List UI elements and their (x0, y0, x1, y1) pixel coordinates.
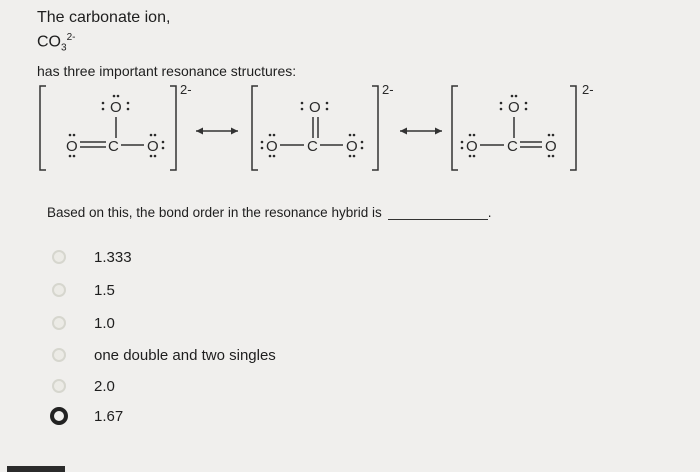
ion-formula (37, 32, 75, 54)
option-label: 2.0 (94, 377, 115, 395)
right-bracket (570, 86, 576, 170)
left-bracket (452, 86, 458, 170)
resonance-structure-1 (40, 82, 192, 170)
oxygen-top: O (309, 99, 321, 116)
charge-label: 2- (180, 82, 192, 97)
radio-button[interactable] (52, 379, 66, 393)
oxygen-left: O (266, 138, 278, 155)
question-subtitle: has three important resonance structures: (37, 63, 297, 79)
question-prompt (47, 205, 491, 220)
question-title: The carbonate ion, (37, 9, 171, 26)
radio-button[interactable] (52, 283, 66, 297)
left-bracket (252, 86, 258, 170)
option-5[interactable] (52, 375, 115, 397)
right-bracket (170, 86, 176, 170)
resonance-structure-2 (252, 82, 394, 170)
radio-button[interactable] (52, 316, 66, 330)
option-2[interactable] (52, 279, 115, 301)
option-1[interactable] (52, 246, 132, 268)
radio-button[interactable] (52, 250, 66, 264)
prompt-text: Based on this, the bond order in the resonance hybrid is (47, 205, 382, 220)
oxygen-right: O (346, 138, 358, 155)
carbon: C (507, 138, 518, 155)
bottom-bar (7, 466, 65, 472)
resonance-structures (30, 78, 610, 178)
left-bracket (40, 86, 46, 170)
oxygen-right: O (545, 138, 557, 155)
oxygen-top: O (110, 99, 122, 116)
oxygen-left: O (66, 138, 78, 155)
radio-button-selected[interactable] (50, 407, 68, 425)
formula-base: CO (37, 33, 61, 51)
option-label: 1.333 (94, 248, 132, 266)
answer-blank (388, 207, 488, 220)
radio-button[interactable] (52, 348, 66, 362)
option-6[interactable] (52, 405, 124, 427)
option-label: 1.5 (94, 281, 115, 299)
carbon: C (108, 138, 119, 155)
oxygen-top: O (508, 99, 520, 116)
option-label: one double and two singles (94, 346, 276, 364)
resonance-structure-3 (452, 82, 594, 170)
formula-superscript: 2- (66, 32, 76, 43)
oxygen-left: O (466, 138, 478, 155)
charge-label: 2- (582, 82, 594, 97)
oxygen-right: O (147, 138, 159, 155)
right-bracket (372, 86, 378, 170)
carbon: C (307, 138, 318, 155)
option-label: 1.67 (94, 407, 124, 425)
option-4[interactable] (52, 344, 276, 366)
option-3[interactable] (52, 312, 115, 334)
formula-subscript: 3 (61, 42, 67, 54)
prompt-end: . (487, 205, 492, 220)
option-label: 1.0 (94, 314, 115, 332)
charge-label: 2- (382, 82, 394, 97)
